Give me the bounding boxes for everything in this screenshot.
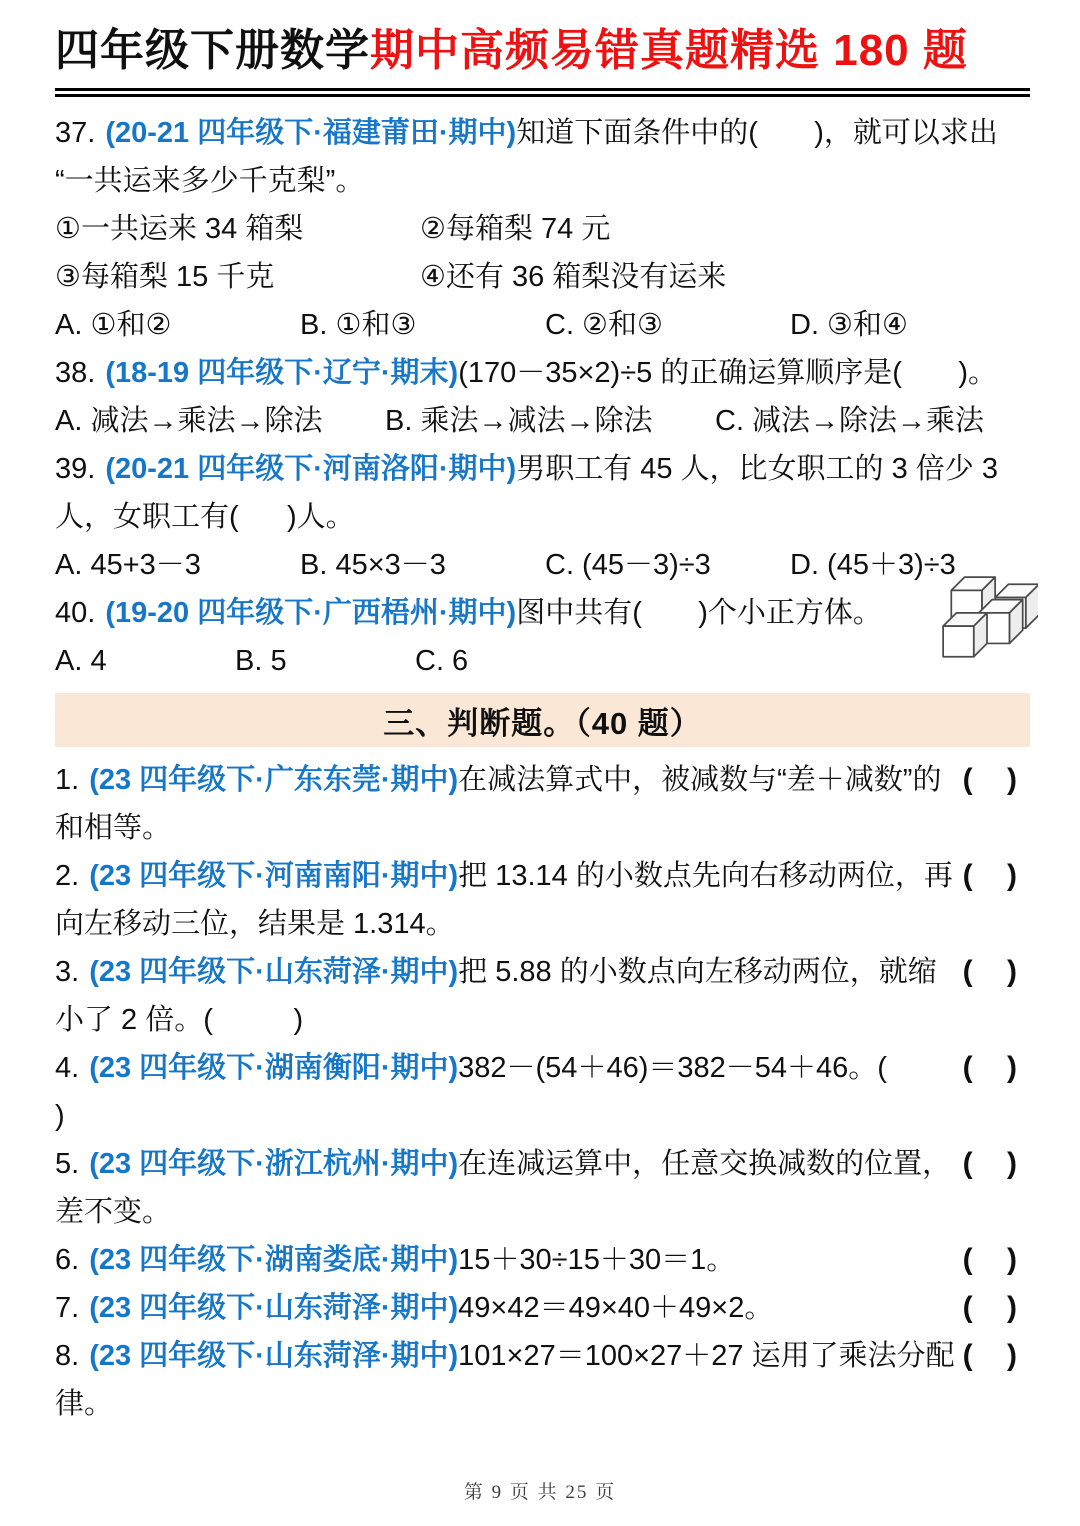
question-37-conditions-row-2 (55, 253, 1030, 301)
question-37 (55, 109, 1030, 349)
option-d: D. (45＋3)÷3 (790, 549, 956, 581)
question-text: 在连减运算中，任意交换减数的位置，差不变。 (55, 1148, 952, 1228)
judgement-question-7 (55, 1284, 1030, 1332)
option-a: A. ①和② (55, 309, 172, 341)
option-c: C. (45－3)÷3 (545, 549, 711, 581)
option-c: C. 6 (415, 645, 469, 677)
question-text: (170－35×2)÷5 的正确运算顺序是( )。 (458, 357, 998, 389)
judgement-question-3 (55, 948, 1030, 1044)
judgement-question-4 (55, 1044, 1030, 1140)
question-text: 382－(54＋46)＝382－54＋46。( ) (55, 1052, 960, 1132)
judgement-stem (55, 1140, 957, 1236)
answer-brackets: ( ) (962, 1147, 1030, 1180)
question-39-stem (55, 445, 1030, 541)
question-source: (23 四年级下·山东菏泽·期中) (89, 1340, 459, 1372)
option-d: D. ③和④ (790, 309, 909, 341)
option-a: A. 45+3－3 (55, 549, 201, 581)
question-39 (55, 445, 1030, 589)
option-b: B. 5 (235, 645, 287, 677)
questions-area (55, 109, 1030, 1428)
question-number: 4. (55, 1052, 80, 1084)
question-number: 6. (55, 1244, 80, 1276)
question-37-options (55, 301, 1030, 349)
answer-brackets: ( ) (962, 1051, 1030, 1084)
question-number: 8. (55, 1340, 80, 1372)
question-source: (23 四年级下·湖南娄底·期中) (89, 1244, 459, 1276)
question-text: 知道下面条件中的( )，就可以求出 (516, 117, 998, 149)
question-number: 39. (55, 453, 96, 485)
judgement-question-6 (55, 1236, 1030, 1284)
question-text: 把 5.88 的小数点向左移动两位，就缩小了 2 倍。( ) (55, 956, 937, 1036)
answer-brackets: ( ) (962, 763, 1030, 796)
question-source: (19-20 四年级下·广西梧州·期中) (105, 597, 517, 629)
question-number: 38. (55, 357, 96, 389)
question-number: 1. (55, 764, 80, 796)
question-source: (23 四年级下·浙江杭州·期中) (89, 1148, 459, 1180)
question-source: (23 四年级下·山东菏泽·期中) (89, 956, 459, 988)
question-text: 图中共有( )个小正方体。 (516, 597, 882, 629)
question-source: (23 四年级下·广东东莞·期中) (89, 764, 459, 796)
judgement-stem (55, 1332, 957, 1428)
question-number: 40. (55, 597, 96, 629)
judgement-question-5 (55, 1140, 1030, 1236)
option-a: A. 4 (55, 645, 107, 677)
question-source: (20-21 四年级下·福建莆田·期中) (105, 117, 517, 149)
answer-brackets: ( ) (962, 1339, 1030, 1372)
question-number: 2. (55, 860, 80, 892)
question-text: 在减法算式中，被减数与“差＋减数”的和相等。 (55, 764, 942, 844)
page-title (55, 22, 1030, 97)
section-heading-text: 三、判断题。（40 题） (383, 705, 702, 741)
question-number: 5. (55, 1148, 80, 1180)
question-source: (23 四年级下·湖南衡阳·期中) (89, 1052, 459, 1084)
question-source: (20-21 四年级下·河南洛阳·期中) (105, 453, 517, 485)
question-38 (55, 349, 1030, 445)
question-number: 7. (55, 1292, 80, 1324)
question-40-options (55, 637, 1030, 685)
judgement-stem (55, 1236, 957, 1284)
answer-brackets: ( ) (962, 1243, 1030, 1276)
condition-item-4: ④还有 36 箱梨没有运来 (420, 261, 727, 293)
question-text: 男职工有 45 人，比女职工的 3 倍少 3 人，女职工有( )人。 (55, 453, 1007, 533)
judgement-question-2 (55, 852, 1030, 948)
option-b: B. 45×3－3 (300, 549, 446, 581)
judgement-stem (55, 756, 957, 852)
cube-stack-figure (936, 575, 1038, 667)
answer-brackets: ( ) (962, 1291, 1030, 1324)
question-number: 37. (55, 117, 96, 149)
condition-item-3: ③每箱梨 15 千克 (55, 261, 275, 293)
question-38-options (55, 397, 1030, 445)
question-37-stem-cont: “一共运来多少千克梨”。 (55, 165, 365, 197)
question-source: (23 四年级下·河南南阳·期中) (89, 860, 459, 892)
answer-brackets: ( ) (962, 955, 1030, 988)
judgement-question-1 (55, 756, 1030, 852)
question-39-options (55, 541, 1030, 589)
question-number: 3. (55, 956, 80, 988)
answer-brackets: ( ) (962, 859, 1030, 892)
question-37-conditions-row-1 (55, 205, 1030, 253)
judgement-stem (55, 852, 957, 948)
question-text: 101×27＝100×27＋27 运用了乘法分配律。 (55, 1340, 955, 1420)
title-topic-part: 期中高频易错真题精选 180 题 (370, 26, 968, 75)
question-source: (23 四年级下·山东菏泽·期中) (89, 1292, 459, 1324)
page-footer: 第 9 页 共 25 页 (463, 1482, 617, 1503)
condition-item-1: ①一共运来 34 箱梨 (55, 213, 304, 245)
condition-item-2: ②每箱梨 74 元 (420, 213, 611, 245)
judgement-stem (55, 1044, 960, 1140)
question-text: 49×42＝49×40＋49×2。 (458, 1292, 774, 1324)
question-37-stem (55, 109, 1030, 157)
option-b: B. ①和③ (300, 309, 417, 341)
question-38-stem (55, 349, 1030, 397)
question-text: 把 13.14 的小数点先向右移动两位，再向左移动三位，结果是 1.314。 (55, 860, 953, 940)
judgement-stem (55, 1284, 957, 1332)
question-40-stem (55, 589, 1030, 637)
question-source: (18-19 四年级下·辽宁·期末) (105, 357, 459, 389)
option-a: A. 减法→乘法→除法 (55, 405, 323, 437)
option-c: C. 减法→除法→乘法 (715, 405, 985, 437)
option-b: B. 乘法→减法→除法 (385, 405, 653, 437)
judgement-question-8 (55, 1332, 1030, 1428)
section-header-judgement (55, 693, 1030, 747)
question-40 (55, 589, 1030, 685)
option-c: C. ②和③ (545, 309, 664, 341)
title-course-part: 四年级下册数学 (55, 26, 370, 75)
judgement-stem (55, 948, 957, 1044)
question-text: 15＋30÷15＋30＝1。 (458, 1244, 736, 1276)
